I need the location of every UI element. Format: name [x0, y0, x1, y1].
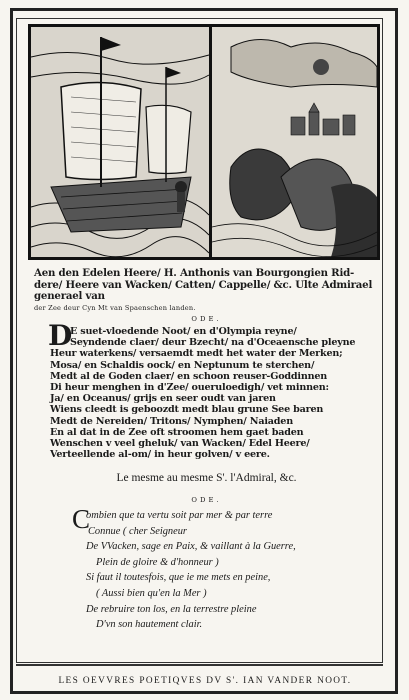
- ode-1-line: Verteellende al-om/ in heur golven/ v eere.: [50, 449, 270, 461]
- ode-1-line: Seyndende claer/ deur Bzecht/ na d'Oceaensche pleyne: [70, 337, 356, 349]
- dedication-heading: [34, 268, 379, 314]
- ode-2-line: Plein de gloire & d'honneur ): [96, 556, 219, 568]
- ode-1-line: Wiens cleedt is geboozdt medt blau grune See baren: [50, 404, 324, 416]
- ode-2-dropcap: C: [72, 504, 91, 534]
- ode-1-label: ODE.: [191, 315, 222, 323]
- woodcut-illustration: [28, 24, 380, 260]
- ode-1-line: En al dat in de Zee oft stroomen hem gaet baden: [50, 426, 304, 438]
- french-ode-heading: Le mesme au mesme S'. l'Admiral, &c.: [116, 472, 297, 484]
- footer-rule: [16, 664, 383, 666]
- running-footer: LES OEVVRES POETIQVES DV S'. IAN VANDER NOOT.: [58, 676, 352, 686]
- ode-1-line: Heur waterkens/ versaemdt medt het water der Merken;: [50, 348, 343, 360]
- dedication-line-2: dere/ Heere van Wacken/ Catten/ Cappelle/ &c. Ulte Admirael generael van: [34, 278, 373, 302]
- ode-1-poem: [50, 326, 370, 460]
- ode-1-line: Wenschen v veel gheluk/ van Wacken/ Edel Heere/: [50, 438, 310, 450]
- ode-2-line: ( Aussi bien qu'en la Mer ): [96, 587, 207, 599]
- ode-2-line: ombien que ta vertu soit par mer & par terre: [86, 510, 273, 521]
- ode-2-line: D'vn son hautement clair.: [96, 619, 203, 631]
- ode-2-poem: [66, 504, 366, 633]
- dedication-line-3: der Zee deur Cyn Mt van Spaenschen landen.: [34, 303, 196, 312]
- ode-1-line: Di heur menghen in d'Zee/ oueruloedigh/ vet minnen:: [50, 382, 329, 394]
- ode-2-line: De VVacken, sage en Paix, & vaillant à la Guerre,: [86, 541, 296, 553]
- ode-1-dropcap: D: [48, 319, 73, 352]
- ode-1-line: Ja/ en Oceanus/ grijs en seer oudt van jaren: [50, 393, 276, 405]
- ode-1-line: Mosa/ en Schaldis oock/ en Neptunum te sterchen/: [50, 359, 315, 371]
- ode-1-line: E suet-vloedende Noot/ en d'Olympia reyne/: [70, 326, 297, 337]
- ode-2-line: Si faut il toutesfois, que ie me mets en peine,: [86, 572, 271, 584]
- ode-2-line: Connue ( cher Seigneur: [88, 525, 187, 537]
- ode-2-label: ODE.: [191, 496, 222, 504]
- ode-1-line: Medt al de Goden claer/ en schoon reuser-Goddinnen: [50, 370, 328, 382]
- ode-1-line: Medt de Nereiden/ Tritons/ Nymphen/ Naiaden: [50, 415, 293, 427]
- ode-2-line: De rebruire ton los, en la terrestre pleine: [86, 603, 257, 615]
- dedication-line-1: Aen den Edelen Heere/ H. Anthonis van Bourgongien Rid-: [34, 267, 355, 279]
